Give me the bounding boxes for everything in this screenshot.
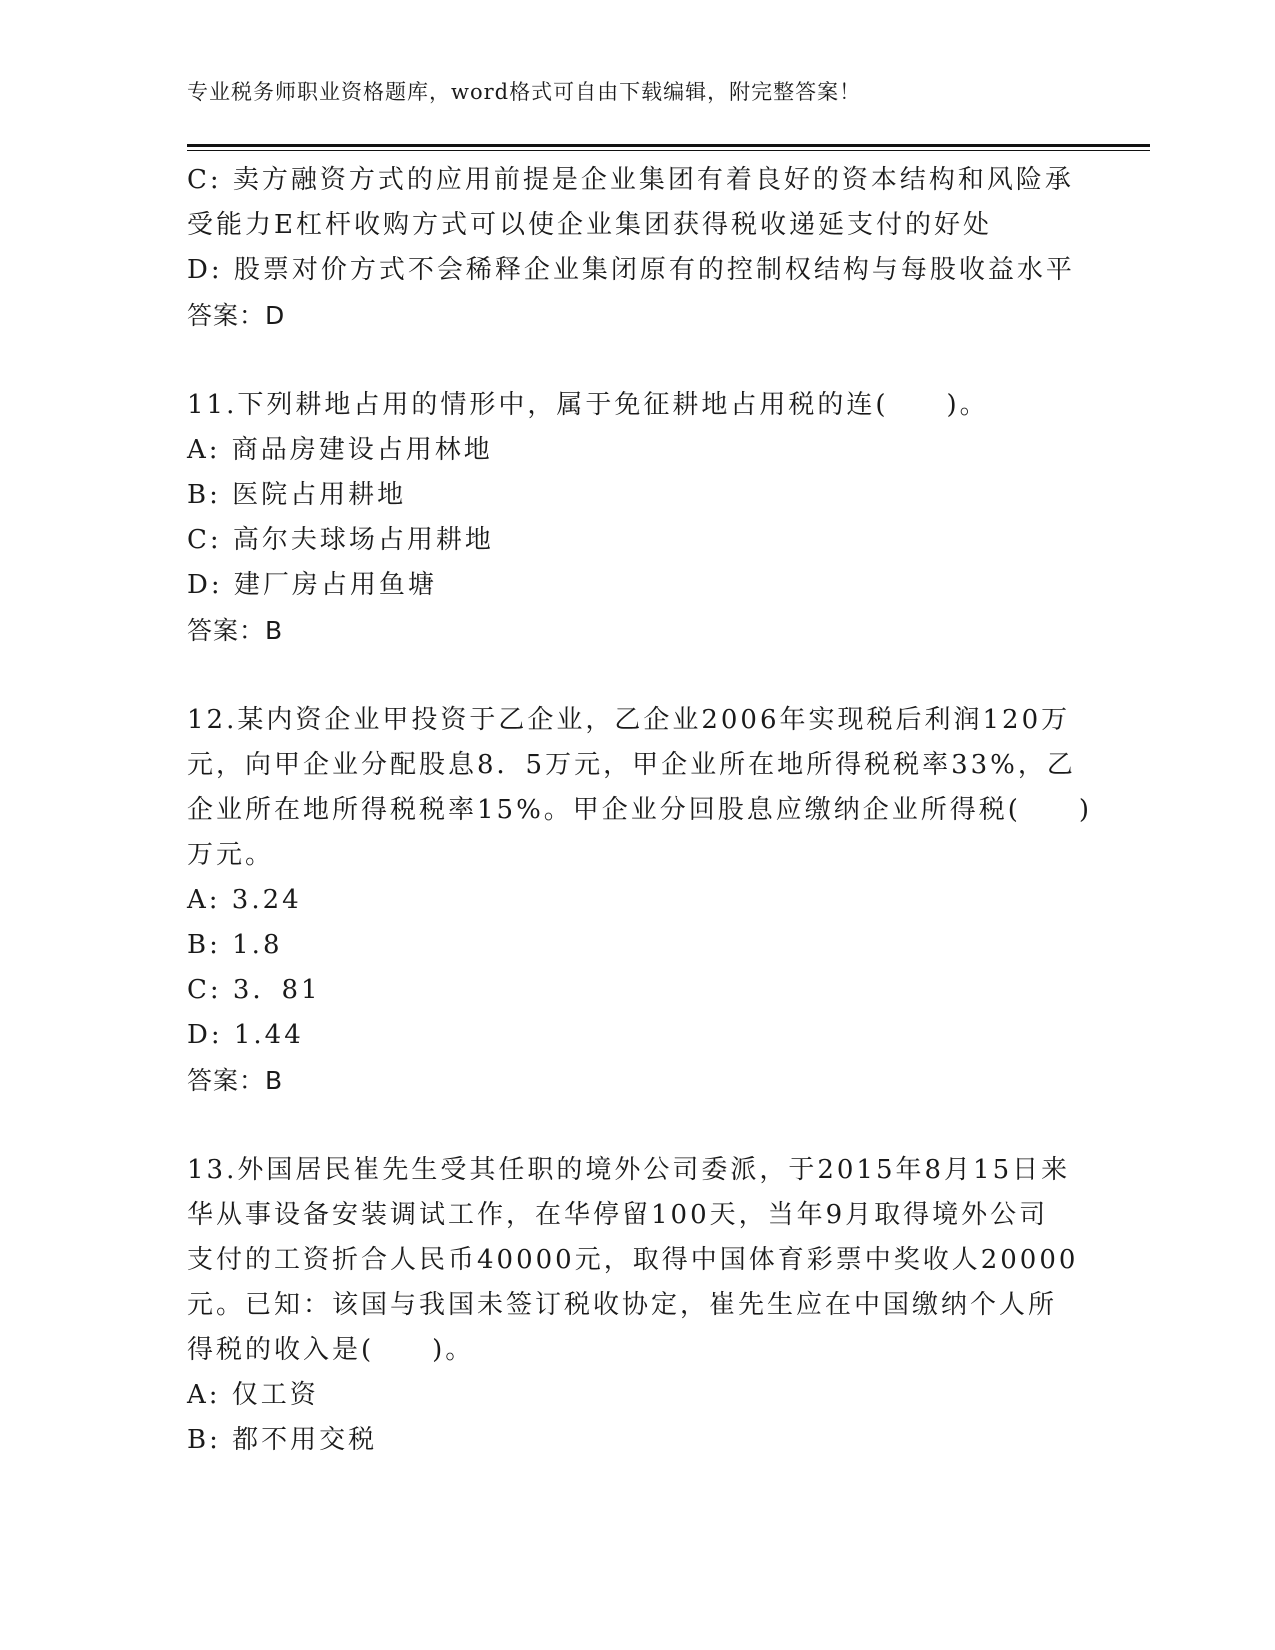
question-stem-line-4: 万元。	[187, 840, 275, 870]
question-11	[187, 383, 1087, 653]
question-list	[187, 158, 1093, 1463]
question-stem: 13.外国居民崔先生受其任职的境外公司委派，于2015年8月15日来	[187, 1155, 1071, 1185]
option-d: D: 股票对价方式不会稀释企业集闭原有的控制权结构与每股收益水平	[187, 255, 1075, 285]
question-stem-line-4: 元。已知：该国与我国未签订税收协定，崔先生应在中国缴纳个人所	[187, 1290, 1058, 1320]
question-12	[187, 698, 1093, 1103]
option-a: A: 商品房建设占用林地	[187, 435, 493, 465]
spacer	[187, 1103, 1087, 1148]
option-a: A: 仅工资	[187, 1380, 319, 1410]
question-stem: 11.下列耕地占用的情形中，属于免征耕地占用税的连( )。	[187, 390, 989, 420]
option-d: D: 1.44	[187, 1020, 304, 1050]
spacer	[187, 653, 1087, 698]
question-stem-line-2: 元，向甲企业分配股息8．5万元，甲企业所在地所得税税率33%，乙	[187, 750, 1076, 780]
answer: 答案：B	[187, 1066, 284, 1095]
question-stem-line-2: 华从事设备安装调试工作，在华停留100天，当年9月取得境外公司	[187, 1200, 1049, 1230]
option-c: C: 高尔夫球场占用耕地	[187, 525, 494, 555]
option-b: B: 医院占用耕地	[187, 480, 407, 510]
answer: 答案：D	[187, 301, 286, 330]
option-d: D: 建厂房占用鱼塘	[187, 570, 437, 600]
question-stem-line-3: 支付的工资折合人民币40000元，取得中国体育彩票中奖收人20000	[187, 1245, 1079, 1275]
header-divider-thin	[187, 150, 1150, 151]
header-divider-thick	[187, 144, 1150, 147]
question-stem: 12.某内资企业甲投资于乙企业，乙企业2006年实现税后利润120万	[187, 705, 1071, 735]
page-header: 专业税务师职业资格题库，word格式可自由下载编辑，附完整答案！	[187, 80, 862, 104]
option-a: A: 3.24	[187, 885, 302, 915]
question-13	[187, 1148, 1087, 1463]
answer: 答案：B	[187, 616, 284, 645]
option-b: B: 1.8	[187, 930, 283, 960]
option-c: C: 3．81	[187, 975, 321, 1005]
spacer	[187, 338, 1087, 383]
question-10-tail	[187, 158, 1087, 338]
option-c-continued: 受能力E杠杆收购方式可以使企业集团获得税收递延支付的好处	[187, 210, 992, 240]
question-stem-line-3: 企业所在地所得税税率15%。甲企业分回股息应缴纳企业所得税( )	[187, 795, 1093, 825]
option-b: B: 都不用交税	[187, 1425, 378, 1455]
option-c: C: 卖方融资方式的应用前提是企业集团有着良好的资本结构和风险承	[187, 165, 1074, 195]
question-stem-line-5: 得税的收入是( )。	[187, 1335, 475, 1365]
